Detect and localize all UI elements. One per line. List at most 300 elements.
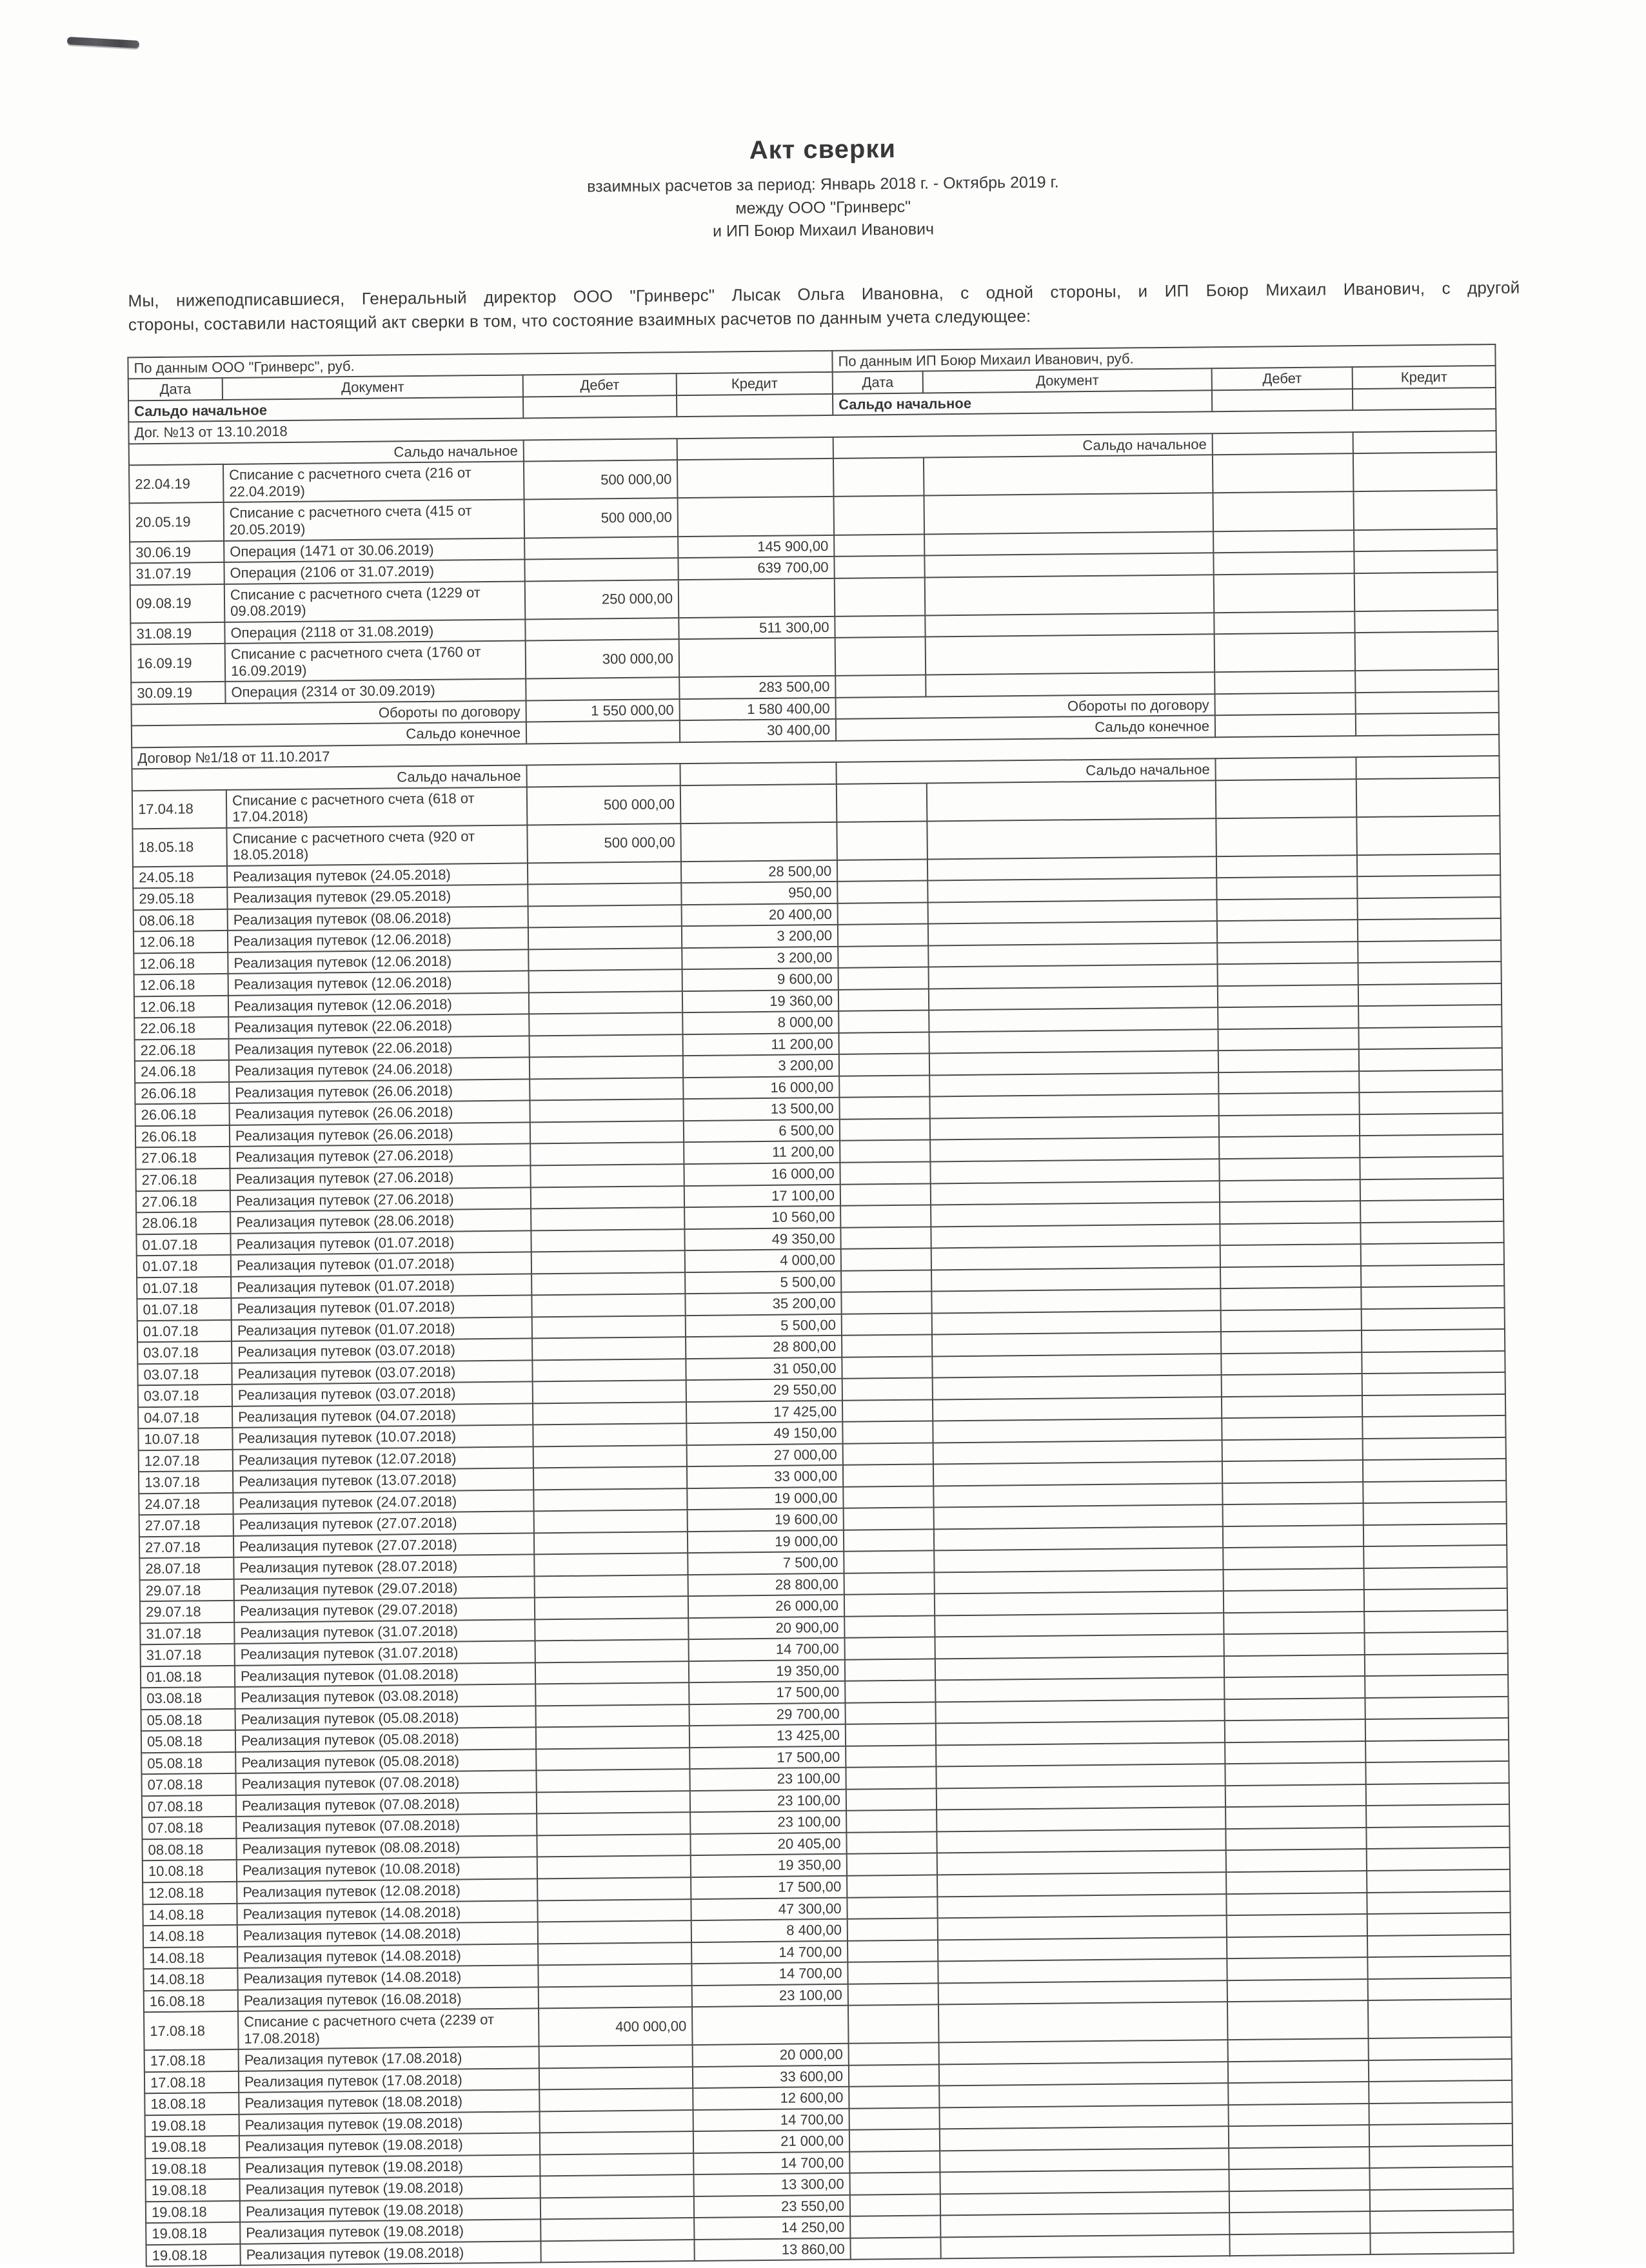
document-cell: Списание с расчетного счета (618 от 17.04.2018) bbox=[226, 787, 528, 828]
empty-document-cell bbox=[940, 2148, 1229, 2173]
debit-cell bbox=[526, 677, 679, 700]
credit-cell: 13 860,00 bbox=[694, 2238, 850, 2262]
debit-cell bbox=[524, 537, 678, 560]
empty-credit-cell bbox=[1361, 1265, 1504, 1288]
credit-cell: 23 100,00 bbox=[690, 1811, 846, 1834]
empty-credit-cell bbox=[1363, 1524, 1507, 1547]
credit-cell: 14 700,00 bbox=[693, 2108, 849, 2131]
empty-document-cell bbox=[935, 1634, 1224, 1659]
document-cell: Реализация путевок (07.08.2018) bbox=[236, 1814, 537, 1839]
document-cell: Реализация путевок (12.07.2018) bbox=[233, 1446, 533, 1471]
document-cell: Реализация путевок (24.05.2018) bbox=[227, 863, 528, 887]
credit-cell: 14 700,00 bbox=[691, 1940, 848, 1964]
empty-debit-cell bbox=[1224, 1698, 1365, 1721]
empty-debit-cell bbox=[1229, 2233, 1370, 2256]
empty-document-cell bbox=[933, 1440, 1222, 1464]
document-cell: Реализация путевок (18.08.2018) bbox=[239, 2090, 539, 2115]
date-cell: 07.08.18 bbox=[141, 1773, 235, 1796]
debit-cell bbox=[540, 2110, 693, 2133]
empty-debit-cell bbox=[1229, 2104, 1369, 2127]
document-cell: Реализация путевок (24.06.2018) bbox=[229, 1058, 530, 1082]
credit-cell: 28 500,00 bbox=[681, 860, 837, 883]
document-cell: Реализация путевок (07.08.2018) bbox=[236, 1792, 537, 1817]
debit-cell bbox=[540, 2153, 693, 2176]
credit-cell bbox=[680, 784, 837, 823]
empty-document-cell bbox=[930, 1138, 1219, 1162]
empty-date-cell bbox=[846, 1724, 936, 1746]
left-org-header: По данным ООО "Гринверс", руб. bbox=[128, 351, 832, 379]
debit-cell bbox=[530, 1078, 683, 1101]
credit-cell: 19 000,00 bbox=[687, 1487, 843, 1510]
date-cell: 24.07.18 bbox=[139, 1493, 233, 1515]
closing-balance-label: Сальдо конечное bbox=[836, 715, 1215, 740]
empty-date-cell bbox=[850, 2173, 940, 2195]
empty-credit-cell bbox=[1364, 1632, 1507, 1655]
debit-cell bbox=[530, 1164, 684, 1187]
empty-debit-cell bbox=[1214, 611, 1354, 635]
debit-cell bbox=[531, 1294, 685, 1317]
empty-document-cell bbox=[933, 1418, 1222, 1443]
empty-date-cell bbox=[838, 1011, 929, 1033]
empty-debit-cell bbox=[1223, 1546, 1363, 1570]
empty-date-cell bbox=[841, 1248, 931, 1271]
empty-date-cell bbox=[835, 675, 926, 698]
date-cell: 30.09.19 bbox=[131, 682, 225, 704]
empty-document-cell bbox=[937, 1851, 1226, 1875]
document-cell: Реализация путевок (26.06.2018) bbox=[230, 1122, 530, 1147]
column-header-date: Дата bbox=[128, 378, 223, 400]
debit-cell bbox=[528, 883, 681, 906]
empty-date-cell bbox=[850, 2216, 940, 2238]
date-cell: 20.05.19 bbox=[130, 502, 224, 541]
reconciliation-table bbox=[127, 344, 1514, 2267]
empty-credit-cell bbox=[1356, 778, 1500, 817]
document-cell: Реализация путевок (27.07.2018) bbox=[233, 1533, 534, 1557]
credit-cell: 20 000,00 bbox=[693, 2044, 849, 2067]
empty-debit-cell bbox=[1215, 693, 1356, 716]
turnover-label: Обороты по договору bbox=[132, 700, 526, 725]
empty-debit-cell bbox=[526, 764, 680, 787]
empty-credit-cell bbox=[1367, 1869, 1510, 1893]
debit-cell bbox=[540, 2240, 694, 2263]
empty-document-cell bbox=[925, 613, 1214, 637]
empty-debit-cell bbox=[1225, 1762, 1365, 1786]
empty-debit-cell bbox=[1219, 1136, 1360, 1159]
empty-date-cell bbox=[844, 1551, 934, 1573]
empty-credit-cell bbox=[1355, 691, 1498, 715]
document-cell: Реализация путевок (26.06.2018) bbox=[230, 1101, 530, 1125]
opening-balance-label: Сальдо начальное bbox=[833, 390, 1212, 415]
empty-debit-cell bbox=[1222, 1395, 1362, 1419]
document-cell: Реализация путевок (31.07.2018) bbox=[234, 1619, 535, 1644]
document-cell: Реализация путевок (24.07.2018) bbox=[233, 1490, 533, 1514]
date-cell: 09.08.19 bbox=[130, 584, 225, 622]
empty-debit-cell bbox=[1225, 1806, 1366, 1829]
empty-debit-cell bbox=[1218, 1028, 1359, 1051]
debit-cell: 500 000,00 bbox=[524, 498, 679, 538]
empty-debit-cell bbox=[1215, 714, 1356, 737]
document-cell: Операция (2118 от 31.08.2019) bbox=[224, 619, 525, 644]
debit-cell bbox=[531, 1272, 685, 1296]
empty-debit-cell bbox=[1216, 855, 1357, 878]
date-cell: 12.06.18 bbox=[134, 931, 228, 953]
empty-credit-cell bbox=[1367, 1913, 1511, 1936]
empty-credit-cell bbox=[1356, 713, 1499, 736]
empty-document-cell bbox=[932, 1332, 1221, 1356]
date-cell: 08.06.18 bbox=[134, 909, 228, 932]
document-cell: Реализация путевок (16.08.2018) bbox=[238, 1987, 539, 2011]
debit-cell bbox=[534, 1532, 688, 1555]
debit-cell bbox=[531, 1250, 685, 1274]
empty-debit-cell bbox=[523, 395, 677, 419]
empty-debit-cell bbox=[1224, 1676, 1365, 1699]
empty-debit-cell bbox=[1215, 671, 1355, 694]
subtitle-period: взаимных расчетов за период: Январь 2018 г. - Октябрь 2019 г. bbox=[586, 173, 1059, 196]
empty-credit-cell bbox=[1356, 816, 1500, 855]
title-block bbox=[125, 129, 1520, 249]
empty-document-cell bbox=[929, 1094, 1218, 1119]
column-header-document: Документ bbox=[923, 369, 1212, 393]
credit-cell: 20 400,00 bbox=[682, 903, 838, 927]
date-cell: 28.07.18 bbox=[139, 1557, 233, 1580]
document-cell: Реализация путевок (14.08.2018) bbox=[237, 1965, 538, 1989]
empty-document-cell bbox=[931, 1224, 1220, 1248]
empty-credit-cell bbox=[1358, 897, 1501, 920]
date-cell: 14.08.18 bbox=[143, 1925, 237, 1948]
empty-document-cell bbox=[929, 986, 1218, 1011]
empty-debit-cell bbox=[1223, 1525, 1363, 1548]
empty-debit-cell bbox=[1221, 1330, 1362, 1354]
document-cell: Реализация путевок (12.06.2018) bbox=[228, 949, 528, 974]
document-cell: Реализация путевок (01.08.2018) bbox=[235, 1662, 535, 1687]
debit-cell bbox=[540, 2174, 693, 2198]
document-cell: Реализация путевок (19.08.2018) bbox=[239, 2111, 540, 2136]
empty-credit-cell bbox=[1363, 1437, 1506, 1461]
debit-cell bbox=[533, 1402, 686, 1425]
date-cell: 04.07.18 bbox=[138, 1406, 232, 1429]
empty-credit-cell bbox=[1366, 1826, 1509, 1849]
empty-credit-cell bbox=[1363, 1481, 1506, 1504]
empty-debit-cell bbox=[1218, 985, 1358, 1008]
empty-credit-cell bbox=[1355, 631, 1499, 671]
empty-date-cell bbox=[847, 1853, 937, 1876]
document-cell: Реализация путевок (01.07.2018) bbox=[231, 1274, 531, 1298]
empty-credit-cell bbox=[677, 394, 833, 417]
document-cell: Операция (2106 от 31.07.2019) bbox=[224, 559, 524, 584]
empty-credit-cell bbox=[1369, 2037, 1512, 2060]
date-cell: 05.08.18 bbox=[141, 1709, 235, 1731]
date-cell: 22.04.19 bbox=[129, 464, 224, 503]
empty-date-cell bbox=[838, 967, 929, 990]
debit-cell bbox=[532, 1316, 686, 1339]
empty-document-cell bbox=[935, 1570, 1224, 1594]
empty-credit-cell bbox=[1364, 1588, 1507, 1612]
empty-debit-cell bbox=[1219, 1158, 1360, 1181]
section-title: Договор №1/18 от 11.10.2017 bbox=[132, 735, 1499, 769]
empty-document-cell bbox=[926, 672, 1215, 696]
date-cell: 30.06.19 bbox=[130, 540, 224, 563]
document-cell: Реализация путевок (03.07.2018) bbox=[232, 1339, 532, 1363]
empty-date-cell bbox=[840, 1118, 930, 1141]
empty-date-cell bbox=[840, 1205, 931, 1227]
empty-date-cell bbox=[849, 2064, 939, 2087]
empty-debit-cell bbox=[1226, 1849, 1367, 1873]
debit-cell bbox=[537, 1834, 690, 1857]
date-cell: 07.08.18 bbox=[142, 1795, 236, 1818]
date-cell: 17.08.18 bbox=[144, 2071, 239, 2093]
empty-document-cell bbox=[924, 553, 1213, 577]
debit-cell bbox=[530, 1099, 683, 1123]
empty-debit-cell bbox=[1213, 454, 1354, 493]
date-cell: 31.08.19 bbox=[130, 622, 224, 645]
date-cell: 27.06.18 bbox=[135, 1169, 230, 1191]
debit-cell bbox=[528, 926, 682, 949]
empty-credit-cell bbox=[1360, 1134, 1503, 1158]
document-cell: Реализация путевок (12.06.2018) bbox=[228, 971, 529, 996]
empty-date-cell bbox=[833, 458, 924, 497]
empty-document-cell bbox=[929, 1029, 1218, 1054]
date-cell: 03.08.18 bbox=[141, 1687, 235, 1710]
credit-cell: 23 100,00 bbox=[692, 1984, 848, 2007]
credit-cell: 9 600,00 bbox=[682, 968, 838, 991]
document-cell: Реализация путевок (27.06.2018) bbox=[230, 1144, 530, 1169]
debit-cell bbox=[532, 1337, 686, 1360]
document-cell: Реализация путевок (27.06.2018) bbox=[230, 1165, 530, 1190]
empty-debit-cell bbox=[1224, 1612, 1364, 1635]
empty-document-cell bbox=[929, 1008, 1218, 1032]
credit-cell: 950,00 bbox=[681, 882, 837, 905]
empty-debit-cell bbox=[1225, 1719, 1365, 1742]
empty-credit-cell bbox=[1359, 1091, 1502, 1114]
credit-cell: 6 500,00 bbox=[684, 1119, 840, 1143]
credit-cell: 29 700,00 bbox=[689, 1703, 845, 1726]
credit-cell: 639 700,00 bbox=[678, 557, 834, 580]
credit-cell: 11 200,00 bbox=[684, 1141, 840, 1164]
turnover-label: Обороты по договору bbox=[836, 694, 1215, 719]
empty-date-cell bbox=[838, 902, 928, 925]
empty-credit-cell bbox=[1369, 2080, 1512, 2104]
empty-document-cell bbox=[935, 1591, 1224, 1615]
document-cell: Реализация путевок (10.08.2018) bbox=[237, 1857, 537, 1882]
empty-document-cell bbox=[937, 1808, 1225, 1832]
credit-cell: 17 100,00 bbox=[684, 1184, 840, 1207]
empty-date-cell bbox=[850, 2194, 940, 2216]
intro-line-2: стороны, составили настоящий акт сверки в том, что состояние взаимных расчетов по данным учета следующее: bbox=[128, 306, 1031, 335]
empty-date-cell bbox=[846, 1702, 936, 1724]
debit-cell bbox=[528, 862, 681, 885]
credit-cell: 33 000,00 bbox=[687, 1465, 843, 1488]
document-cell: Реализация путевок (05.08.2018) bbox=[235, 1749, 536, 1773]
empty-debit-cell bbox=[1218, 1071, 1359, 1094]
empty-document-cell bbox=[936, 1742, 1225, 1767]
document-cell: Реализация путевок (29.05.2018) bbox=[227, 885, 528, 909]
empty-credit-cell bbox=[1362, 1308, 1505, 1331]
credit-cell: 23 550,00 bbox=[694, 2194, 850, 2218]
empty-date-cell bbox=[844, 1615, 935, 1638]
date-cell: 12.07.18 bbox=[139, 1450, 233, 1472]
credit-cell: 49 350,00 bbox=[684, 1227, 840, 1250]
debit-cell bbox=[532, 1359, 686, 1382]
document-cell: Реализация путевок (01.07.2018) bbox=[232, 1317, 532, 1341]
empty-document-cell bbox=[940, 2213, 1229, 2237]
empty-date-cell bbox=[840, 1227, 931, 1249]
date-cell: 01.08.18 bbox=[141, 1666, 235, 1688]
empty-date-cell bbox=[840, 1161, 930, 1184]
section-title: Дог. №13 от 13.10.2018 bbox=[128, 409, 1496, 444]
empty-date-cell bbox=[841, 1270, 931, 1292]
empty-document-cell bbox=[938, 1915, 1227, 1940]
debit-cell: 300 000,00 bbox=[526, 639, 680, 678]
debit-cell bbox=[533, 1466, 687, 1490]
credit-cell bbox=[679, 638, 836, 677]
date-cell: 18.05.18 bbox=[132, 828, 227, 867]
debit-cell: 400 000,00 bbox=[539, 2007, 693, 2046]
date-cell: 01.07.18 bbox=[136, 1233, 230, 1256]
empty-document-cell bbox=[935, 1656, 1224, 1681]
document-cell: Реализация путевок (19.08.2018) bbox=[240, 2220, 540, 2244]
date-cell: 03.07.18 bbox=[137, 1363, 232, 1386]
empty-credit-cell bbox=[1370, 2210, 1513, 2233]
date-cell: 12.06.18 bbox=[134, 952, 228, 975]
date-cell: 17.08.18 bbox=[144, 2049, 239, 2072]
closing-balance-label: Сальдо конечное bbox=[132, 722, 526, 747]
document-cell: Реализация путевок (03.08.2018) bbox=[235, 1684, 535, 1709]
empty-debit-cell bbox=[1220, 1201, 1360, 1224]
empty-date-cell bbox=[841, 1292, 931, 1314]
date-cell: 31.07.18 bbox=[141, 1644, 235, 1666]
empty-date-cell bbox=[849, 2129, 940, 2152]
empty-credit-cell bbox=[1362, 1372, 1505, 1395]
empty-credit-cell bbox=[1358, 1027, 1502, 1050]
empty-date-cell bbox=[842, 1313, 932, 1336]
empty-document-cell bbox=[924, 493, 1214, 534]
date-cell: 07.08.18 bbox=[142, 1817, 236, 1839]
credit-cell: 283 500,00 bbox=[679, 676, 835, 699]
empty-credit-cell bbox=[1358, 1005, 1502, 1028]
debit-cell: 500 000,00 bbox=[524, 460, 678, 500]
credit-cell: 13 500,00 bbox=[683, 1098, 839, 1121]
credit-cell: 16 000,00 bbox=[684, 1163, 840, 1186]
empty-document-cell bbox=[931, 1202, 1220, 1227]
empty-document-cell bbox=[940, 2191, 1229, 2216]
debit-cell: 250 000,00 bbox=[525, 580, 679, 619]
date-cell: 27.07.18 bbox=[139, 1536, 233, 1559]
empty-date-cell bbox=[834, 534, 924, 557]
document-cell: Реализация путевок (19.08.2018) bbox=[240, 2241, 540, 2265]
document-cell: Реализация путевок (14.08.2018) bbox=[237, 1944, 538, 1968]
empty-credit-cell bbox=[1358, 918, 1501, 942]
debit-cell bbox=[540, 2196, 694, 2220]
empty-date-cell bbox=[839, 1097, 929, 1119]
credit-cell: 19 000,00 bbox=[688, 1530, 844, 1553]
debit-cell bbox=[539, 2067, 693, 2090]
empty-credit-cell bbox=[1358, 961, 1502, 985]
document-cell: Реализация путевок (19.08.2018) bbox=[239, 2133, 540, 2158]
credit-cell bbox=[692, 2006, 849, 2045]
debit-cell bbox=[535, 1618, 688, 1641]
empty-credit-cell bbox=[1359, 1070, 1502, 1093]
document-cell: Реализация путевок (28.07.2018) bbox=[233, 1555, 534, 1579]
empty-document-cell bbox=[932, 1354, 1221, 1378]
empty-credit-cell bbox=[1354, 490, 1498, 529]
document-cell: Реализация путевок (22.06.2018) bbox=[228, 1014, 529, 1039]
empty-date-cell bbox=[842, 1335, 932, 1357]
opening-balance-label: Сальдо начальное bbox=[836, 758, 1215, 784]
empty-date-cell bbox=[838, 945, 928, 968]
empty-credit-cell bbox=[1356, 756, 1499, 779]
date-cell: 26.06.18 bbox=[135, 1125, 230, 1148]
credit-cell: 3 200,00 bbox=[682, 947, 838, 970]
empty-date-cell bbox=[842, 1421, 933, 1444]
empty-debit-cell bbox=[1220, 1223, 1360, 1246]
document-cell: Реализация путевок (08.08.2018) bbox=[236, 1835, 537, 1860]
debit-cell bbox=[525, 618, 679, 641]
empty-document-cell bbox=[929, 1051, 1218, 1076]
date-cell: 08.08.18 bbox=[142, 1839, 236, 1861]
credit-cell: 13 300,00 bbox=[693, 2173, 849, 2196]
column-header-credit: Кредит bbox=[1353, 366, 1496, 389]
empty-debit-cell bbox=[1222, 1482, 1363, 1505]
empty-document-cell bbox=[933, 1375, 1222, 1399]
empty-date-cell bbox=[849, 2086, 939, 2109]
credit-cell: 28 800,00 bbox=[688, 1573, 844, 1597]
debit-cell bbox=[530, 1056, 683, 1080]
document-cell: Списание с расчетного счета (920 от 18.05.2018) bbox=[226, 825, 528, 866]
document-cell: Реализация путевок (03.07.2018) bbox=[232, 1382, 533, 1406]
credit-cell: 5 500,00 bbox=[685, 1270, 841, 1294]
empty-document-cell bbox=[931, 1245, 1220, 1270]
credit-cell: 19 360,00 bbox=[682, 990, 838, 1013]
empty-document-cell bbox=[936, 1764, 1225, 1789]
document-cell: Реализация путевок (07.08.2018) bbox=[235, 1771, 536, 1795]
date-cell: 16.08.18 bbox=[144, 1989, 238, 2012]
date-cell: 29.07.18 bbox=[140, 1579, 234, 1602]
date-cell: 19.08.18 bbox=[145, 2158, 239, 2180]
date-cell: 29.05.18 bbox=[133, 887, 227, 910]
empty-credit-cell bbox=[1362, 1394, 1505, 1417]
empty-debit-cell bbox=[1217, 942, 1358, 965]
empty-date-cell bbox=[842, 1378, 933, 1401]
column-header-debit: Дебет bbox=[523, 374, 677, 397]
empty-debit-cell bbox=[1220, 1266, 1361, 1289]
credit-cell: 19 350,00 bbox=[691, 1854, 847, 1877]
empty-date-cell bbox=[837, 881, 927, 903]
debit-cell bbox=[535, 1704, 689, 1728]
empty-date-cell bbox=[837, 859, 927, 882]
document-cell: Реализация путевок (05.08.2018) bbox=[235, 1728, 536, 1752]
empty-document-cell bbox=[935, 1613, 1224, 1637]
empty-date-cell bbox=[837, 783, 927, 822]
document-cell: Реализация путевок (14.08.2018) bbox=[237, 1922, 538, 1946]
empty-date-cell bbox=[845, 1659, 935, 1681]
date-cell: 01.07.18 bbox=[137, 1298, 231, 1321]
document-cell: Реализация путевок (27.06.2018) bbox=[230, 1187, 531, 1212]
debit-cell bbox=[530, 1034, 683, 1058]
debit-cell bbox=[537, 1877, 691, 1900]
document-cell: Списание с расчетного счета (216 от 22.04.2019) bbox=[223, 462, 524, 503]
document-cell: Списание с расчетного счета (1760 от 16.09.2019) bbox=[225, 641, 526, 682]
empty-date-cell bbox=[845, 1681, 935, 1703]
empty-document-cell bbox=[939, 2062, 1228, 2086]
empty-debit-cell bbox=[1225, 1741, 1365, 1764]
empty-debit-cell bbox=[1223, 1503, 1363, 1526]
credit-cell: 511 300,00 bbox=[679, 616, 835, 639]
empty-date-cell bbox=[845, 1637, 935, 1660]
empty-document-cell bbox=[936, 1721, 1225, 1746]
credit-cell: 5 500,00 bbox=[686, 1314, 842, 1337]
empty-date-cell bbox=[843, 1486, 933, 1508]
date-cell: 10.07.18 bbox=[138, 1428, 232, 1450]
